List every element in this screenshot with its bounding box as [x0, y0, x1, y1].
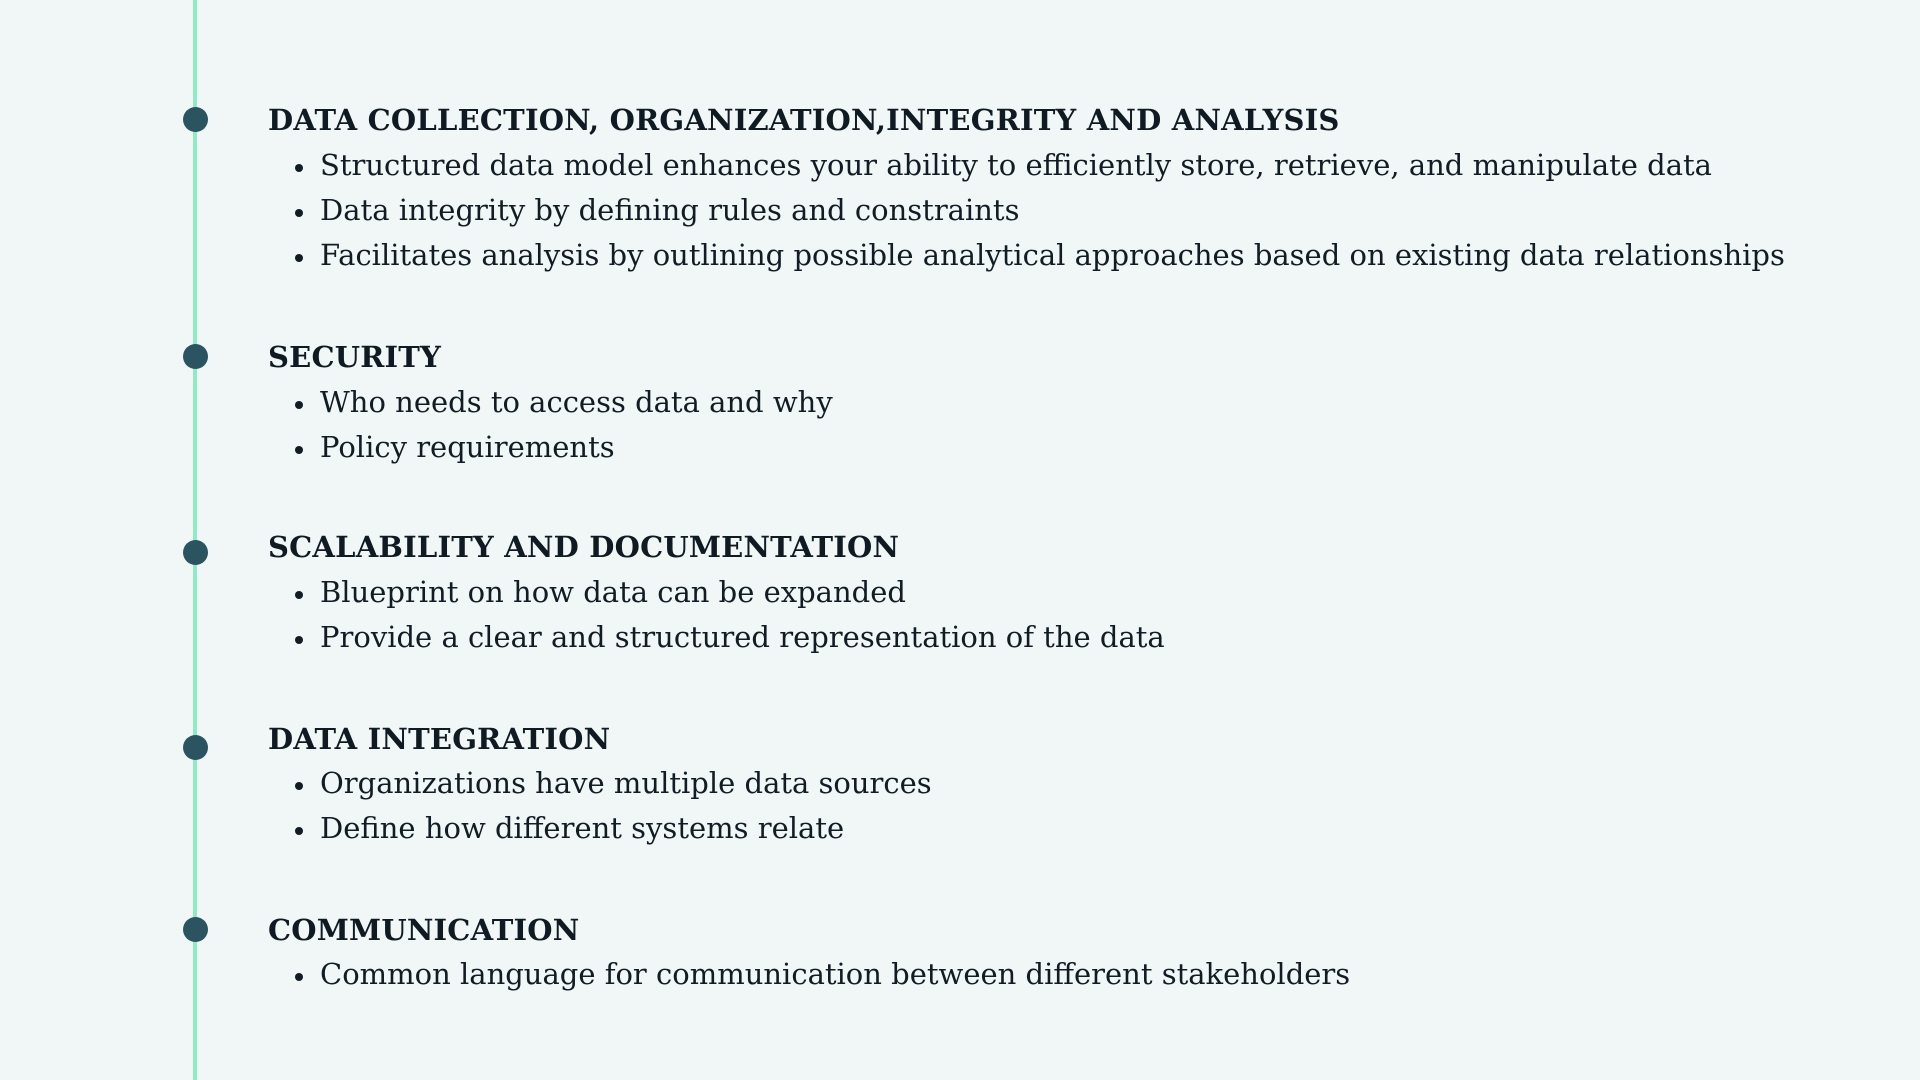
list-item: Organizations have multiple data sources: [268, 761, 932, 806]
timeline-dot: [183, 917, 208, 942]
bullet-list: [268, 143, 1785, 278]
list-item: Define how different systems relate: [268, 806, 932, 851]
list-item: Facilitates analysis by outlining possible analytical approaches based on existing data relationships: [268, 233, 1785, 278]
bullet-list: [268, 570, 1165, 660]
list-item: Who needs to access data and why: [268, 380, 833, 425]
list-item: Provide a clear and structured representation of the data: [268, 615, 1165, 660]
bullet-list: [268, 761, 932, 851]
section-heading: DATA INTEGRATION: [268, 722, 611, 756]
timeline-dot: [183, 107, 208, 132]
timeline-dot: [183, 344, 208, 369]
list-item: Common language for communication between different stakeholders: [268, 952, 1350, 997]
section-heading: COMMUNICATION: [268, 913, 580, 947]
list-item: Structured data model enhances your ability to efficiently store, retrieve, and manipulate data: [268, 143, 1785, 188]
section-heading: SCALABILITY AND DOCUMENTATION: [268, 530, 900, 564]
list-item: Blueprint on how data can be expanded: [268, 570, 1165, 615]
timeline-dot: [183, 735, 208, 760]
list-item: Policy requirements: [268, 425, 833, 470]
section-heading: SECURITY: [268, 340, 441, 374]
list-item: Data integrity by defining rules and constraints: [268, 188, 1785, 233]
timeline-dot: [183, 540, 208, 565]
bullet-list: [268, 952, 1350, 997]
section-heading: DATA COLLECTION, ORGANIZATION,INTEGRITY AND ANALYSIS: [268, 103, 1340, 137]
bullet-list: [268, 380, 833, 470]
